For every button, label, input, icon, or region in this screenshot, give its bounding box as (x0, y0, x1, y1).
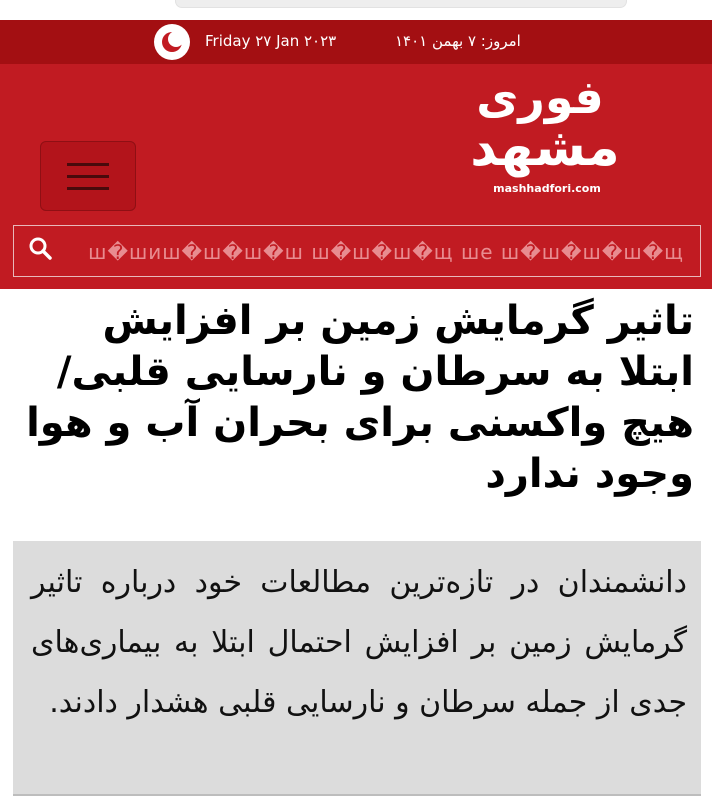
search-icon[interactable] (28, 236, 54, 262)
logo-word-fori: فوری (476, 70, 604, 124)
logo-domain: mashhadfori.com (493, 182, 601, 195)
article-headline[interactable]: تاثیر گرمایش زمین بر افزایش ابتلا به سرطان و نارسایی قلبی/هیچ واکسنی برای بحران آب و هوا وجود ندارد (26, 298, 694, 497)
search-placeholder: ш�шиш�ш�ш�ш ш�ш�ш�щ ше ш�ш�ш�ш�щ (88, 240, 684, 264)
date-persian: امروز: ۷ بهمن ۱۴۰۱ (395, 32, 521, 50)
top-bar (0, 20, 712, 64)
article-lead-text: دانشمندان در تازه‌ترین مطالعات خود درباره تاثیر گرمایش زمین بر افزایش احتمال ابتلا به بیماری‌های جدی از جمله سرطان و نارسایی قلبی هشدار دادند. (31, 565, 687, 720)
logo-word-mashhad: مشهد (470, 118, 620, 178)
hamburger-menu-button[interactable] (40, 141, 136, 211)
search-input[interactable] (13, 225, 701, 277)
site-header (0, 64, 712, 289)
hamburger-line (67, 187, 109, 190)
browser-strip (0, 0, 712, 20)
site-logo[interactable] (470, 72, 620, 202)
crescent-moon-icon[interactable] (154, 24, 190, 60)
article-lead (13, 541, 701, 796)
hamburger-line (67, 175, 109, 178)
address-bar[interactable] (175, 0, 627, 8)
date-english: Friday ۲۷ Jan ۲۰۲۳ (205, 32, 337, 50)
hamburger-menu-icon (67, 163, 109, 166)
